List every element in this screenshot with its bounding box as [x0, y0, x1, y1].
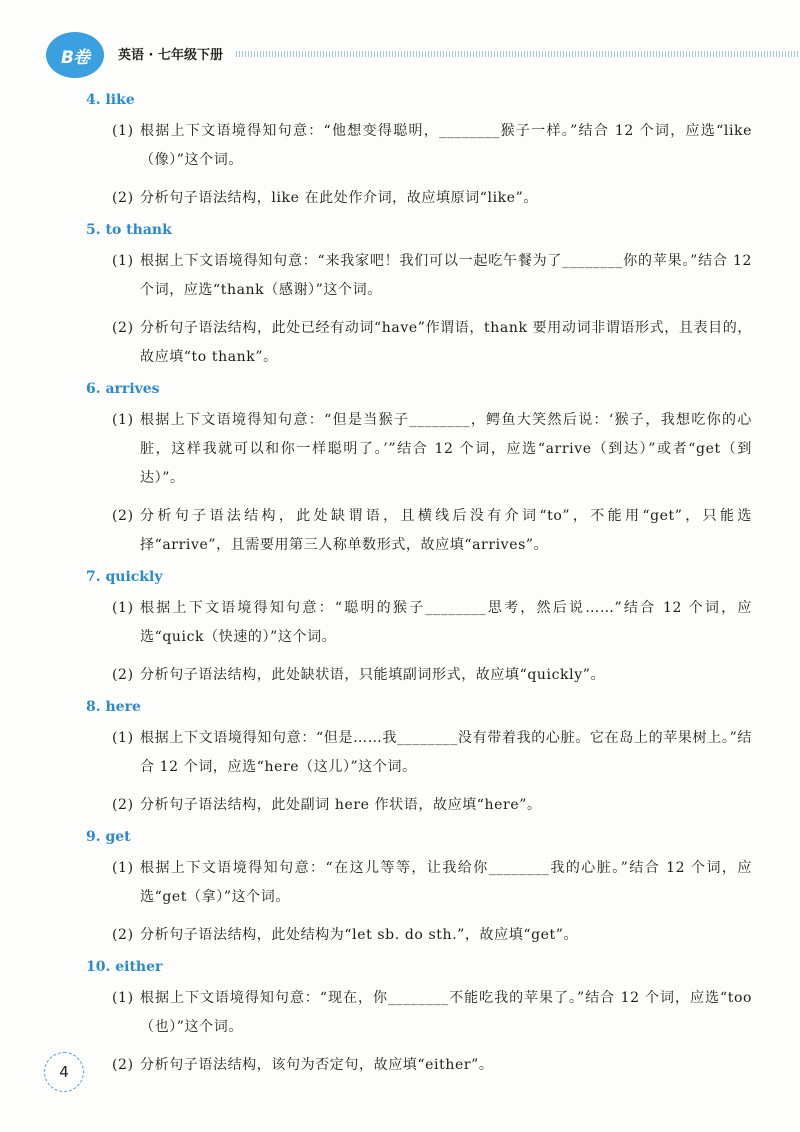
point-number: (1) [112, 860, 134, 876]
point-number: (1) [112, 730, 134, 746]
point-text: 分析句子语法结构，该句为否定句，故应填“either”。 [140, 1057, 494, 1073]
page-header [0, 0, 800, 90]
answer-title: 4. like [86, 92, 135, 108]
explanation-point [112, 502, 752, 560]
answer-item-7 [0, 569, 800, 690]
header-title: 英语 · 七年级下册 [118, 48, 223, 63]
point-text: 分析句子语法结构，此处缺状语，只能填副词形式，故应填“quickly”。 [140, 667, 606, 683]
answer-item-4 [0, 92, 800, 213]
answer-item-5 [0, 222, 800, 372]
answer-title: 8. here [86, 699, 141, 715]
point-text: 根据上下文语境得知句意：“聪明的猴子________思考，然后说……”结合 12 个词，应选“quick（快速的）”这个词。 [140, 600, 752, 645]
page-number: 4 [44, 1052, 84, 1092]
explanation-point [112, 1051, 752, 1080]
point-text: 分析句子语法结构，此处结构为“let sb. do sth.”，故应填“get”。 [140, 927, 579, 943]
point-number: (1) [112, 412, 134, 428]
point-text: 根据上下文语境得知句意：“在这儿等等，让我给你________我的心脏。”结合 12 个词，应选“get（拿）”这个词。 [140, 860, 752, 905]
explanation-point [112, 984, 752, 1042]
answer-title: 5. to thank [86, 222, 172, 238]
answer-title: 7. quickly [86, 569, 163, 585]
point-number: (1) [112, 990, 134, 1006]
explanation-point [112, 791, 752, 820]
explanation-point [112, 661, 752, 690]
point-text: 分析句子语法结构，此处缺谓语，且横线后没有介词“to”，不能用“get”，只能选择“arrive”，且需要用第三人称单数形式，故应填“arrives”。 [140, 508, 752, 553]
point-number: (2) [112, 927, 134, 943]
point-number: (1) [112, 600, 134, 616]
answer-list [0, 92, 800, 1089]
explanation-point [112, 854, 752, 912]
explanation-point [112, 406, 752, 493]
point-number: (2) [112, 320, 134, 336]
explanation-point [112, 724, 752, 782]
explanation-point [112, 921, 752, 950]
explanation-point [112, 184, 752, 213]
point-number: (1) [112, 123, 134, 139]
point-number: (2) [112, 797, 134, 813]
answer-item-6 [0, 381, 800, 560]
explanation-point [112, 117, 752, 175]
point-text: 分析句子语法结构，此处已经有动词“have”作谓语，thank 要用动词非谓语形式，且表目的，故应填“to thank”。 [140, 320, 752, 365]
point-number: (2) [112, 1057, 134, 1073]
answer-title: 10. either [86, 959, 163, 975]
point-number: (2) [112, 667, 134, 683]
point-text: 分析句子语法结构，like 在此处作介词，故应填原词“like”。 [140, 190, 539, 206]
point-text: 根据上下文语境得知句意：“他想变得聪明，________猴子一样。”结合 12 个词，应选“like（像）”这个词。 [140, 123, 752, 168]
answer-title: 9. get [86, 829, 131, 845]
point-text: 根据上下文语境得知句意：“但是……我________没有带着我的心脏。它在岛上的苹果树上。”结合 12 个词，应选“here（这儿）”这个词。 [140, 730, 752, 775]
point-number: (2) [112, 190, 134, 206]
point-text: 根据上下文语境得知句意：“来我家吧！我们可以一起吃午餐为了________你的苹果。”结合 12 个词，应选“thank（感谢）”这个词。 [140, 253, 752, 298]
answer-item-9 [0, 829, 800, 950]
point-text: 分析句子语法结构，此处副词 here 作状语，故应填“here”。 [140, 797, 542, 813]
explanation-point [112, 247, 752, 305]
header-dotted-rule [236, 51, 800, 57]
answer-item-8 [0, 699, 800, 820]
b-volume-logo: B卷 [46, 32, 104, 78]
point-text: 根据上下文语境得知句意：“但是当猴子________，鳄鱼大笑然后说：‘猴子，我想吃你的心脏，这样我就可以和你一样聪明了。’”结合 12 个词，应选“arrive（到达）”或者“get（到达）”。 [140, 412, 752, 486]
point-number: (1) [112, 253, 134, 269]
point-text: 根据上下文语境得知句意：“现在，你________不能吃我的苹果了。”结合 12 个词，应选“too（也）”这个词。 [140, 990, 752, 1035]
answer-item-10 [0, 959, 800, 1080]
explanation-point [112, 314, 752, 372]
point-number: (2) [112, 508, 134, 524]
explanation-point [112, 594, 752, 652]
answer-title: 6. arrives [86, 381, 160, 397]
